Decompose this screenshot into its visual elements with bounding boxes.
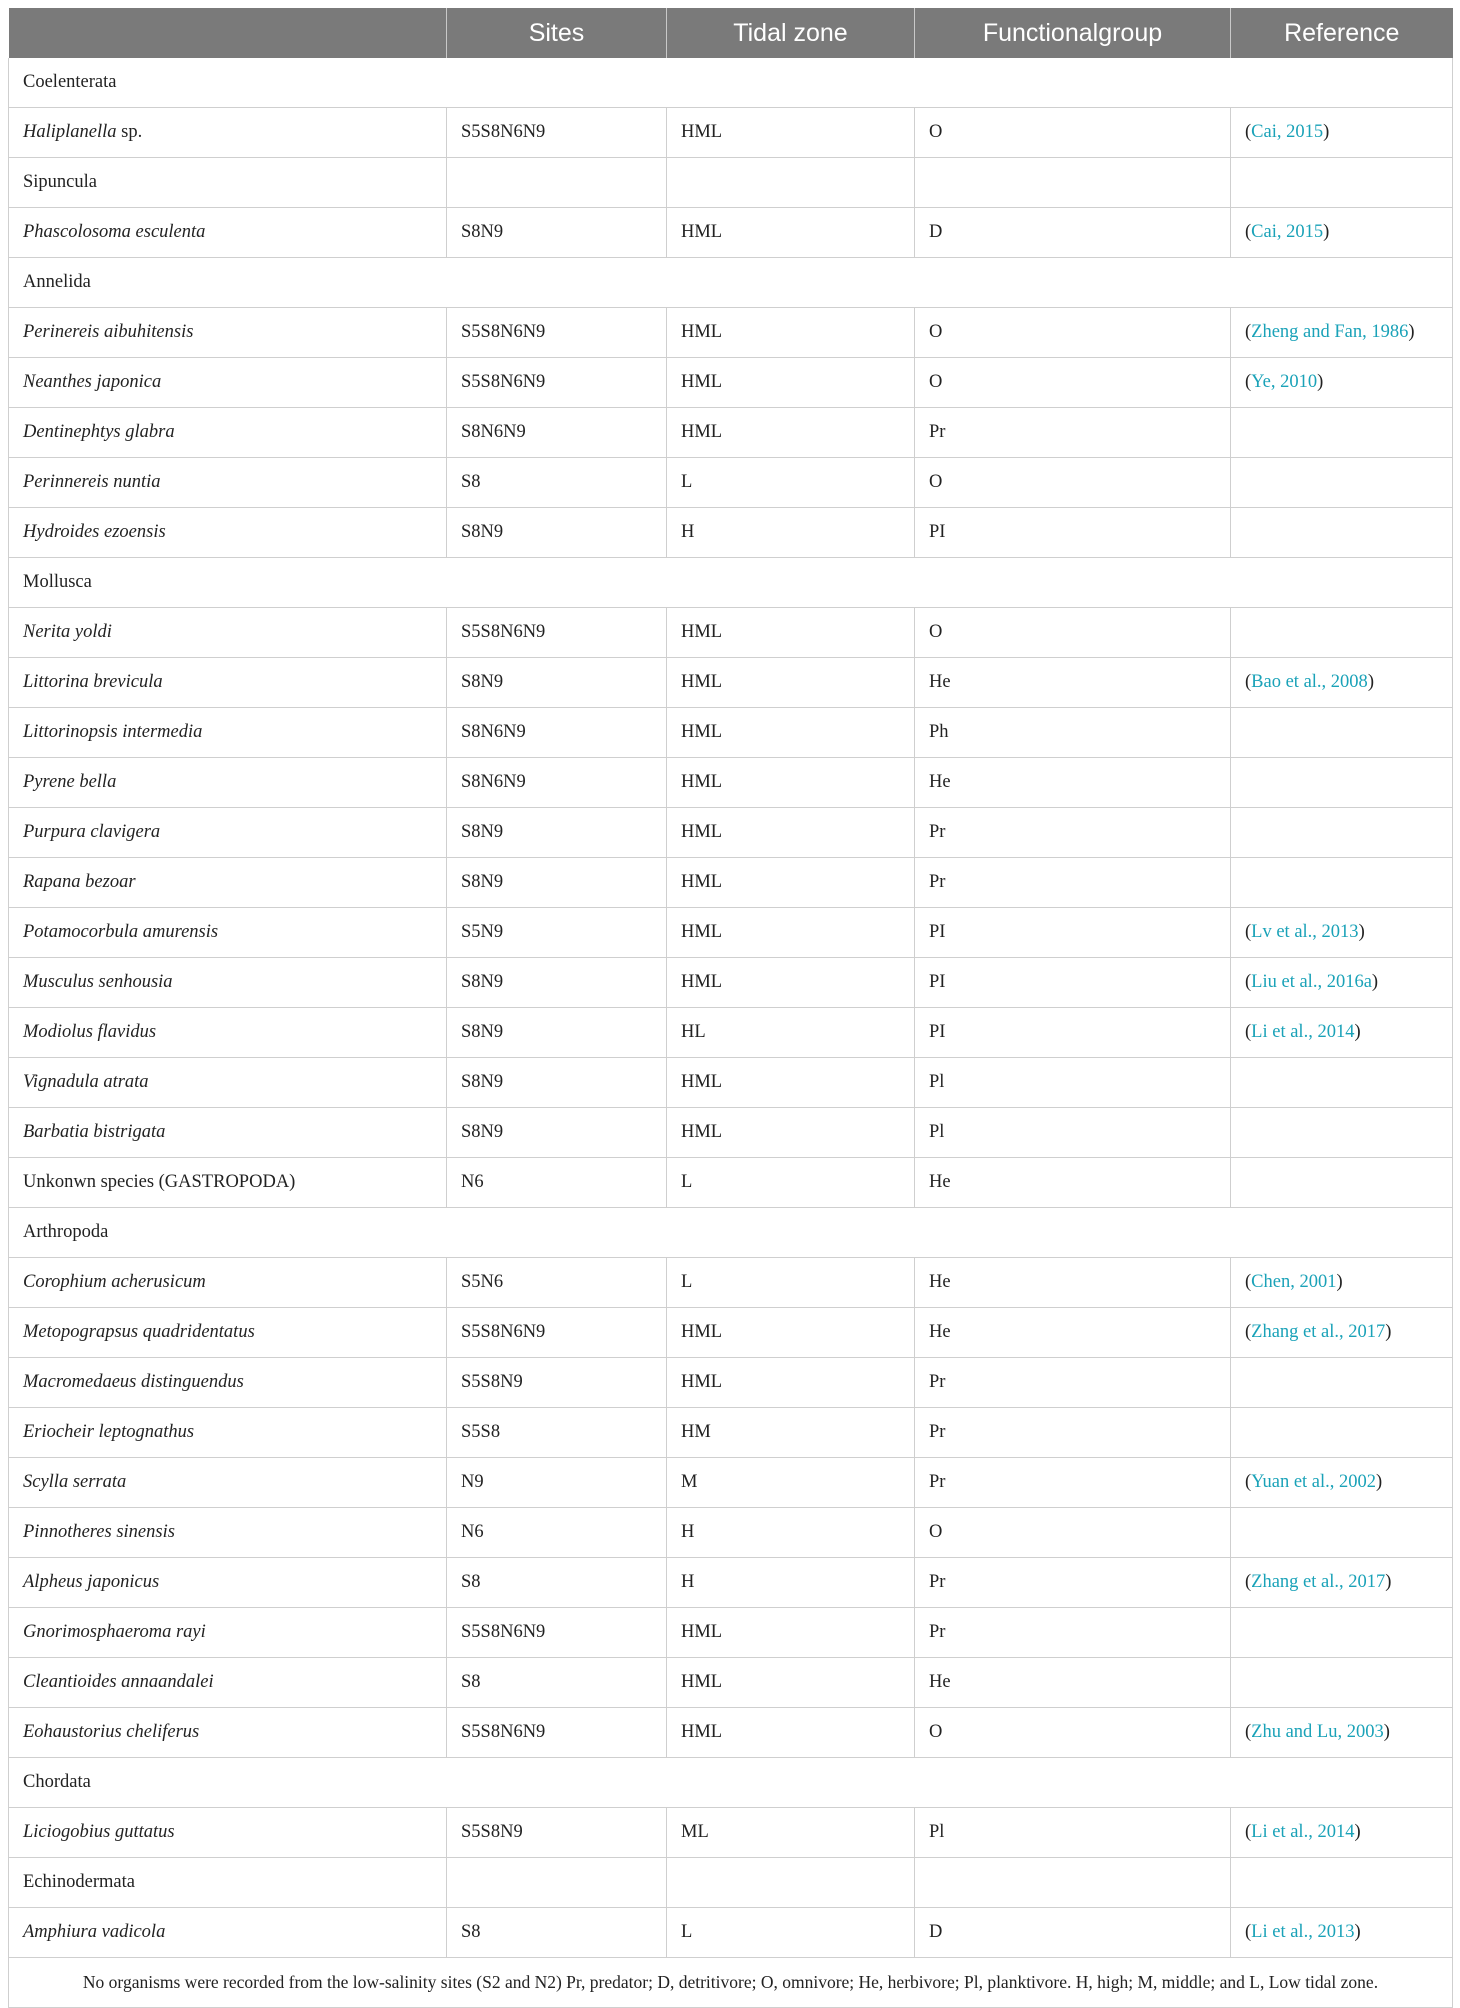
reference-cell [1231,658,1453,708]
group-name: Sipuncula [9,158,447,208]
reference-cell [1231,1808,1453,1858]
table-row [9,808,1453,858]
reference-link[interactable]: Chen, 2001 [1251,1272,1337,1292]
group-row [9,1758,1453,1808]
table-row [9,1058,1453,1108]
table-row [9,958,1453,1008]
paren-open: ( [1245,222,1252,242]
sites-cell: S5S8N6N9 [447,358,667,408]
table-row [9,758,1453,808]
sites-cell: S8N6N9 [447,758,667,808]
functional-group-cell: PI [915,958,1231,1008]
species-name: Nerita yoldi [23,622,112,642]
tidal-zone-cell: HML [667,1658,915,1708]
species-cell [9,1708,447,1758]
tidal-zone-cell: HML [667,1358,915,1408]
reference-cell [1231,908,1453,958]
sites-cell: S8N9 [447,658,667,708]
reference-link[interactable]: Li et al., 2014 [1251,1822,1355,1842]
species-cell [9,408,447,458]
functional-group-cell: O [915,358,1231,408]
paren-close: ) [1323,122,1330,142]
species-name: Dentinephtys glabra [23,422,175,442]
functional-group-cell: He [915,758,1231,808]
paren-close: ) [1385,1572,1392,1592]
species-name: Cleantioides annaandalei [23,1672,214,1692]
paren-close: ) [1385,1322,1392,1342]
reference-cell [1231,1458,1453,1508]
reference-cell [1231,1308,1453,1358]
functional-group-cell: Pr [915,1558,1231,1608]
empty-cell [447,1858,667,1908]
reference-link[interactable]: Zhu and Lu, 2003 [1251,1722,1384,1742]
sites-cell: N6 [447,1508,667,1558]
sites-cell: S5S8N9 [447,1808,667,1858]
functional-group-cell: O [915,108,1231,158]
table-row [9,1808,1453,1858]
reference-link[interactable]: Bao et al., 2008 [1251,672,1368,692]
table-row [9,1508,1453,1558]
functional-group-cell: He [915,1658,1231,1708]
tidal-zone-cell: HML [667,958,915,1008]
paren-close: ) [1367,672,1374,692]
reference-cell [1231,108,1453,158]
reference-cell [1231,758,1453,808]
species-name: Purpura clavigera [23,822,161,842]
species-cell [9,308,447,358]
paren-open: ( [1245,1272,1252,1292]
paren-open: ( [1245,1922,1252,1942]
reference-cell [1231,1908,1453,1958]
species-name: Vignadula atrata [23,1072,149,1092]
sites-cell: S5N9 [447,908,667,958]
table-row [9,208,1453,258]
reference-cell [1231,708,1453,758]
table-row [9,908,1453,958]
reference-cell [1231,1108,1453,1158]
species-name: Scylla serrata [23,1472,127,1492]
paren-open: ( [1245,372,1252,392]
paren-open: ( [1245,1022,1252,1042]
group-name: Chordata [9,1758,1453,1808]
reference-cell [1231,408,1453,458]
table-row [9,608,1453,658]
tidal-zone-cell: L [667,1258,915,1308]
species-cell [9,708,447,758]
sites-cell: S5S8N6N9 [447,108,667,158]
functional-group-cell: O [915,1508,1231,1558]
tidal-zone-cell: HML [667,708,915,758]
group-row [9,258,1453,308]
species-cell [9,1008,447,1058]
species-table [8,8,1453,2008]
species-name: Gnorimosphaeroma rayi [23,1622,206,1642]
species-cell [9,1558,447,1608]
reference-cell [1231,1558,1453,1608]
group-name: Arthropoda [9,1208,1453,1258]
reference-cell [1231,1508,1453,1558]
reference-cell [1231,1608,1453,1658]
functional-group-cell: Pr [915,808,1231,858]
reference-cell [1231,1658,1453,1708]
species-cell [9,358,447,408]
species-cell [9,1508,447,1558]
functional-group-cell: Pl [915,1108,1231,1158]
group-name: Coelenterata [9,58,1453,108]
group-row [9,58,1453,108]
species-cell [9,1258,447,1308]
paren-close: ) [1383,1722,1390,1742]
functional-group-cell: PI [915,508,1231,558]
tidal-zone-cell: HML [667,308,915,358]
table-row [9,1358,1453,1408]
functional-group-cell: Pr [915,408,1231,458]
sites-cell: S5N6 [447,1258,667,1308]
tidal-zone-cell: ML [667,1808,915,1858]
reference-link[interactable]: Yuan et al., 2002 [1251,1472,1377,1492]
species-cell [9,758,447,808]
paren-open: ( [1245,972,1252,992]
species-name: Rapana bezoar [23,872,136,892]
tidal-zone-cell: HM [667,1408,915,1458]
functional-group-cell: Ph [915,708,1231,758]
species-table-container [8,8,1452,2008]
reference-cell [1231,208,1453,258]
reference-cell [1231,308,1453,358]
tidal-zone-cell: HML [667,608,915,658]
group-row [9,158,1453,208]
reference-cell [1231,1408,1453,1458]
tidal-zone-cell: HML [667,208,915,258]
tidal-zone-cell: HML [667,758,915,808]
group-row [9,1858,1453,1908]
empty-cell [667,158,915,208]
group-row [9,1208,1453,1258]
species-name: Hydroides ezoensis [23,522,166,542]
species-cell [9,808,447,858]
species-name: Alpheus japonicus [23,1572,160,1592]
tidal-zone-cell: L [667,458,915,508]
functional-group-cell: D [915,1908,1231,1958]
functional-group-cell: He [915,1158,1231,1208]
table-footnote: No organisms were recorded from the low-salinity sites (S2 and N2) Pr, predator; D, detritivore; O, omnivore; He, herbivore; Pl, planktivore. H, high; M, middle; and L, Low tidal zone. [9,1958,1453,2008]
header-tidal-zone: Tidal zone [667,8,915,58]
reference-cell [1231,1058,1453,1108]
species-name: Liciogobius guttatus [23,1822,175,1842]
header-taxon [9,8,447,58]
reference-link[interactable]: Cai, 2015 [1251,222,1324,242]
functional-group-cell: D [915,208,1231,258]
tidal-zone-cell: HML [667,658,915,708]
tidal-zone-cell: HML [667,1108,915,1158]
reference-cell [1231,1258,1453,1308]
paren-close: ) [1323,222,1330,242]
sites-cell: S8N6N9 [447,708,667,758]
species-cell [9,908,447,958]
species-name: Perinnereis nuntia [23,472,161,492]
table-row [9,1408,1453,1458]
species-name: Metopograpsus quadridentatus [23,1322,255,1342]
species-name: Macromedaeus distinguendus [23,1372,244,1392]
species-name: Littorinopsis intermedia [23,722,203,742]
species-cell [9,958,447,1008]
table-row [9,708,1453,758]
sites-cell: S8 [447,458,667,508]
paren-open: ( [1245,1822,1252,1842]
species-cell [9,608,447,658]
functional-group-cell: He [915,1308,1231,1358]
sites-cell: S8N9 [447,808,667,858]
functional-group-cell: PI [915,1008,1231,1058]
functional-group-cell: O [915,608,1231,658]
table-row [9,658,1453,708]
sites-cell: S5S8N9 [447,1358,667,1408]
table-row [9,308,1453,358]
table-row [9,858,1453,908]
sites-cell: S8 [447,1558,667,1608]
species-name: Phascolosoma esculenta [23,222,206,242]
tidal-zone-cell: HL [667,1008,915,1058]
header-functional-group: Functionalgroup [915,8,1231,58]
paren-open: ( [1245,122,1252,142]
functional-group-cell: Pr [915,1608,1231,1658]
reference-cell [1231,958,1453,1008]
reference-link[interactable]: Cai, 2015 [1251,122,1324,142]
species-name: Musculus senhousia [23,972,173,992]
table-row [9,1708,1453,1758]
group-name: Annelida [9,258,1453,308]
table-row [9,458,1453,508]
species-name: Potamocorbula amurensis [23,922,219,942]
empty-cell [667,1858,915,1908]
tidal-zone-cell: H [667,508,915,558]
species-name: Eohaustorius cheliferus [23,1722,200,1742]
species-name: Haliplanella [23,122,117,142]
species-name: Littorina brevicula [23,672,163,692]
species-name: Barbatia bistrigata [23,1122,166,1142]
species-cell [9,1308,447,1358]
table-row [9,1258,1453,1308]
table-row [9,1908,1453,1958]
table-row [9,508,1453,558]
reference-cell [1231,608,1453,658]
table-row [9,1608,1453,1658]
reference-link[interactable]: Lv et al., 2013 [1251,922,1359,942]
paren-open: ( [1245,672,1252,692]
sites-cell: S8N9 [447,1058,667,1108]
table-row [9,1108,1453,1158]
tidal-zone-cell: M [667,1458,915,1508]
reference-cell [1231,508,1453,558]
functional-group-cell: He [915,1258,1231,1308]
functional-group-cell: O [915,1708,1231,1758]
species-name: Pinnotheres sinensis [23,1522,175,1542]
header-reference: Reference [1231,8,1453,58]
species-cell [9,1908,447,1958]
paren-open: ( [1245,1322,1252,1342]
species-cell [9,658,447,708]
tidal-zone-cell: HML [667,408,915,458]
species-cell [9,1358,447,1408]
table-row [9,408,1453,458]
reference-cell [1231,1008,1453,1058]
species-cell [9,1408,447,1458]
table-row [9,1308,1453,1358]
sites-cell: S5S8N6N9 [447,308,667,358]
species-cell [9,458,447,508]
footnote-row [9,1958,1453,2008]
sites-cell: S5S8N6N9 [447,1308,667,1358]
sites-cell: S5S8 [447,1408,667,1458]
header-sites: Sites [447,8,667,58]
tidal-zone-cell: HML [667,1708,915,1758]
empty-cell [915,158,1231,208]
functional-group-cell: Pl [915,1058,1231,1108]
table-body [9,58,1453,1958]
paren-close: ) [1354,1822,1361,1842]
reference-link[interactable]: Liu et al., 2016a [1251,972,1372,992]
sites-cell: S8N9 [447,1008,667,1058]
species-cell [9,1608,447,1658]
species-name: Eriocheir leptognathus [23,1422,195,1442]
paren-open: ( [1245,1722,1252,1742]
sites-cell: N6 [447,1158,667,1208]
sites-cell: S8N9 [447,958,667,1008]
reference-link[interactable]: Zheng and Fan, 1986 [1251,322,1409,342]
species-cell [9,1458,447,1508]
table-row [9,1458,1453,1508]
species-cell [9,1058,447,1108]
species-cell [9,1808,447,1858]
tidal-zone-cell: HML [667,108,915,158]
functional-group-cell: Pr [915,1458,1231,1508]
paren-close: ) [1358,922,1365,942]
species-name: Neanthes japonica [23,372,162,392]
sites-cell: S8N6N9 [447,408,667,458]
tidal-zone-cell: L [667,1158,915,1208]
sites-cell: S5S8N6N9 [447,608,667,658]
table-row [9,1558,1453,1608]
species-cell [9,1658,447,1708]
reference-cell [1231,858,1453,908]
species-name: Corophium acherusicum [23,1272,206,1292]
species-cell [9,1108,447,1158]
reference-cell [1231,808,1453,858]
functional-group-cell: Pr [915,858,1231,908]
empty-cell [915,1858,1231,1908]
tidal-zone-cell: H [667,1508,915,1558]
tidal-zone-cell: HML [667,1058,915,1108]
sites-cell: S8 [447,1658,667,1708]
reference-link[interactable]: Zhang et al., 2017 [1251,1322,1386,1342]
reference-cell [1231,358,1453,408]
sites-cell: S8 [447,1908,667,1958]
table-row [9,358,1453,408]
functional-group-cell: Pr [915,1408,1231,1458]
species-suffix: sp. [116,122,143,142]
species-cell [9,858,447,908]
reference-cell [1231,1708,1453,1758]
table-row [9,1008,1453,1058]
sites-cell: S5S8N6N9 [447,1708,667,1758]
paren-close: ) [1317,372,1324,392]
tidal-zone-cell: HML [667,808,915,858]
empty-cell [1231,158,1453,208]
group-name: Mollusca [9,558,1453,608]
paren-open: ( [1245,922,1252,942]
functional-group-cell: O [915,458,1231,508]
reference-cell [1231,1358,1453,1408]
tidal-zone-cell: L [667,1908,915,1958]
sites-cell: S8N9 [447,858,667,908]
paren-close: ) [1354,1922,1361,1942]
paren-close: ) [1336,1272,1343,1292]
reference-link[interactable]: Ye, 2010 [1251,372,1318,392]
functional-group-cell: PI [915,908,1231,958]
species-cell [9,108,447,158]
group-row [9,558,1453,608]
reference-link[interactable]: Zhang et al., 2017 [1251,1572,1386,1592]
species-name: Amphiura vadicola [23,1922,166,1942]
species-cell [9,508,447,558]
paren-close: ) [1371,972,1379,992]
paren-close: ) [1376,1472,1383,1492]
functional-group-cell: He [915,658,1231,708]
species-cell [9,208,447,258]
paren-open: ( [1245,1572,1252,1592]
species-name: Unkonwn species (GASTROPODA) [23,1172,296,1192]
paren-close: ) [1354,1022,1361,1042]
tidal-zone-cell: HML [667,358,915,408]
functional-group-cell: O [915,308,1231,358]
functional-group-cell: Pr [915,1358,1231,1408]
functional-group-cell: Pl [915,1808,1231,1858]
sites-cell: S8N9 [447,508,667,558]
table-row [9,1158,1453,1208]
reference-link[interactable]: Li et al., 2014 [1251,1022,1355,1042]
sites-cell: N9 [447,1458,667,1508]
paren-close: ) [1408,322,1415,342]
tidal-zone-cell: HML [667,908,915,958]
paren-open: ( [1245,322,1252,342]
tidal-zone-cell: HML [667,1308,915,1358]
empty-cell [1231,1858,1453,1908]
sites-cell: S5S8N6N9 [447,1608,667,1658]
tidal-zone-cell: H [667,1558,915,1608]
reference-cell [1231,458,1453,508]
sites-cell: S8N9 [447,208,667,258]
table-row [9,108,1453,158]
species-name: Modiolus flavidus [23,1022,157,1042]
table-header-row [9,8,1453,58]
paren-open: ( [1245,1472,1252,1492]
tidal-zone-cell: HML [667,1608,915,1658]
empty-cell [447,158,667,208]
sites-cell: S8N9 [447,1108,667,1158]
species-cell [9,1158,447,1208]
species-name: Perinereis aibuhitensis [23,322,194,342]
reference-cell [1231,1158,1453,1208]
species-name: Pyrene bella [23,772,117,792]
group-name: Echinodermata [9,1858,447,1908]
reference-link[interactable]: Li et al., 2013 [1251,1922,1355,1942]
tidal-zone-cell: HML [667,858,915,908]
table-row [9,1658,1453,1708]
